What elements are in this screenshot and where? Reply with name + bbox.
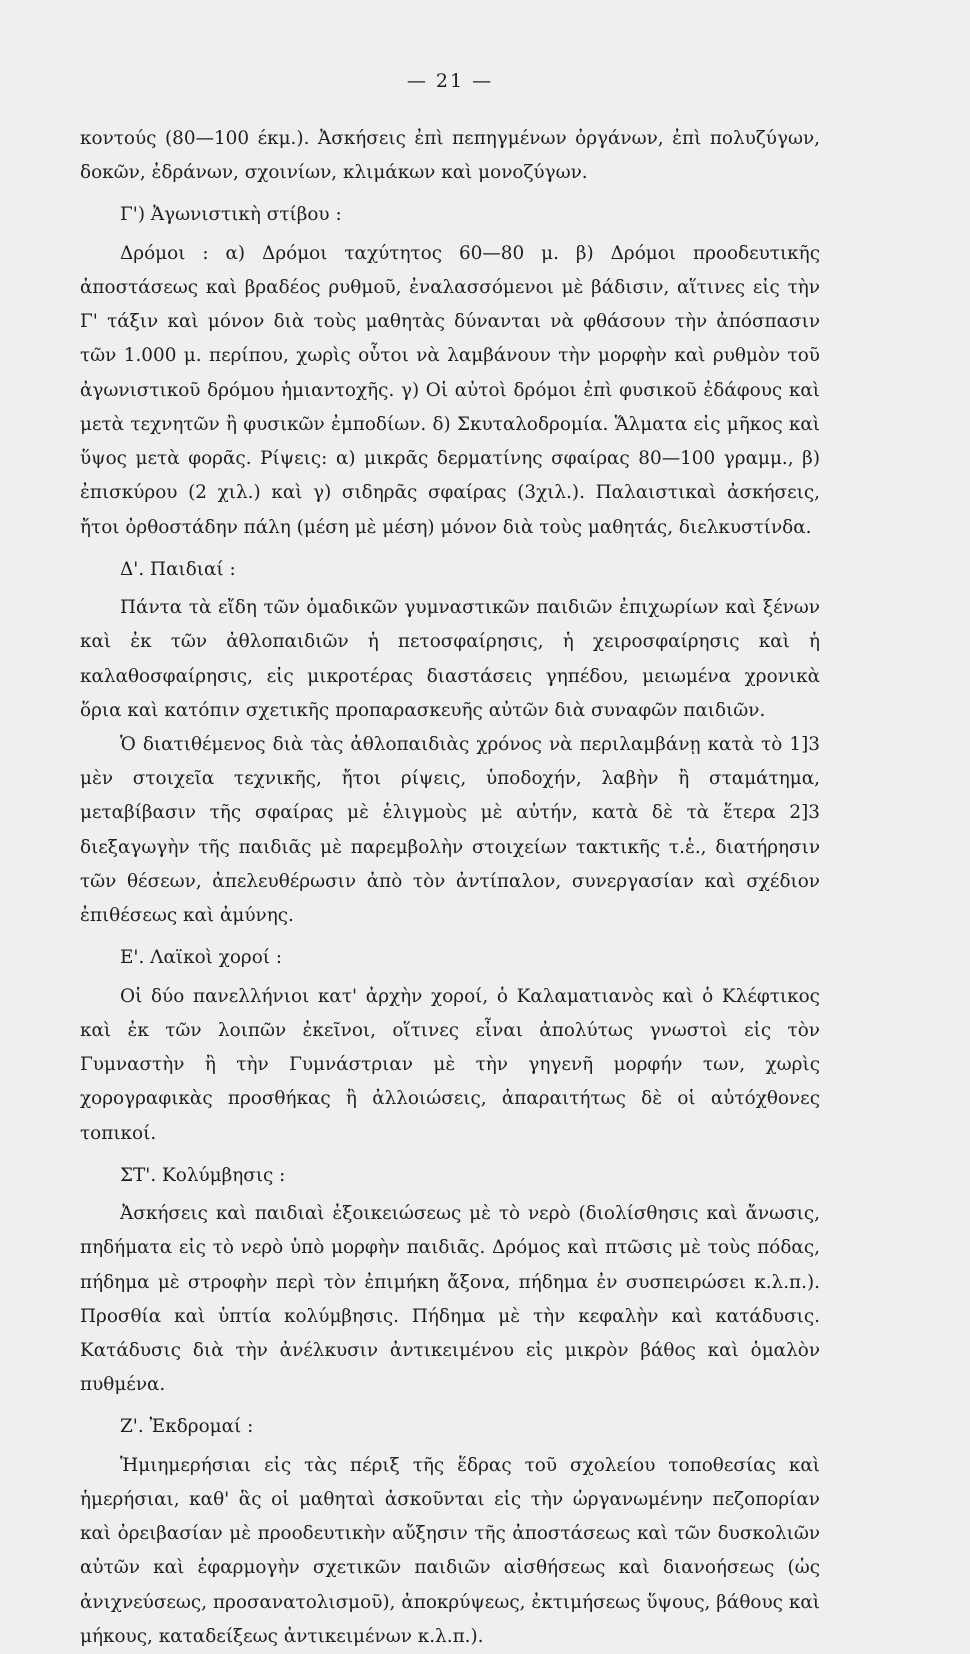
paragraph: Ὁ διατιθέμενος διὰ τὰς ἀθλοπαιδιὰς χρόνος νὰ περιλαμβάνῃ κατὰ τὸ 1]3 μὲν στοιχεῖα τεχνικῆς, ἤτοι ρίψεις, ὑποδοχήν, λαβὴν ἢ σταμάτημα, μεταβίβασιν τῆς σφαίρας μὲ ἑλιγμοὺς μὲ αὐτήν, κατὰ δὲ τὰ ἕτερα 2]3 διεξαγωγὴν τῆς παιδιᾶς μὲ παρεμβολὴν στοιχείων τακτικῆς τ.ἑ., διατήρησιν τῶν θέσεων, ἀπελευθέρωσιν ἀπὸ τὸν ἀντίπαλον, συνεργασίαν καὶ σχέδιον ἐπιθέσεως καὶ ἀμύνης. [80, 733, 820, 927]
paragraph: Ἡμιημερήσιαι εἰς τὰς πέριξ τῆς ἕδρας τοῦ σχολείου τοποθεσίας καὶ ἡμερήσιαι, καθ' ἃς οἱ μαθηταὶ ἀσκοῦνται εἰς τὴν ὠργανωμένην πεζοπορίαν καὶ ὀρειβασίαν μὲ προοδευτικὴν αὔξησιν τῆς ἀποστάσεως καὶ τῶν δυσκολιῶν αὐτῶν καὶ ἐφαρμογὴν σχετικῶν παιδιῶν αἰσθήσεως καὶ διανοήσεως (ὡς ἀνιχνεύσεως, προσανατολισμοῦ), ἀποκρύψεως, ἐκτιμήσεως ὕψους, βάθους καὶ μήκους, καταδείξεως ἀντικειμένων κ.λ.π.). [80, 1454, 820, 1647]
paragraph: Οἱ δύο πανελλήνιοι κατ' ἀρχὴν χοροί, ὁ Καλαματιανὸς καὶ ὁ Κλέφτικος καὶ ἐκ τῶν λοιπῶν ἐκεῖνοι, οἵτινες εἶναι ἀπολύτως γνωστοὶ εἰς τὸν Γυμναστὴν ἢ τὴν Γυμνάστριαν μὲ τὴν γηγενῆ μορφήν των, χωρὶς χορογραφικὰς προσθήκας ἢ ἀλλοιώσεις, ἀπαραιτήτως δὲ οἱ αὐτόχθονες τοπικοί. [80, 985, 820, 1144]
section-heading: ΣΤ'. Κολύμβησις : [120, 1164, 286, 1186]
page-body [80, 122, 820, 1654]
paragraph: Ἀσκήσεις καὶ παιδιαὶ ἐξοικειώσεως μὲ τὸ νερὸ (διολίσθησις καὶ ἄνωσις, πηδήματα εἰς τὸ νερὸ ὑπὸ μορφὴν παιδιᾶς. Δρόμος καὶ πτῶσις μὲ τοὺς πόδας, πήδημα μὲ στροφὴν περὶ τὸν ἐπιμήκη ἄξονα, πήδημα ἐν συσπειρώσει κ.λ.π.). Προσθία καὶ ὑπτία κολύμβησις. Πήδημα μὲ τὴν κεφαλὴν καὶ κατάδυσις. Κατάδυσις διὰ τὴν ἀνέλκυσιν ἀντικειμένου εἰς μικρὸν βάθος καὶ ὁμαλὸν πυθμένα. [80, 1203, 820, 1396]
paragraph: Πάντα τὰ εἴδη τῶν ὁμαδικῶν γυμναστικῶν παιδιῶν ἐπιχωρίων καὶ ξένων καὶ ἐκ τῶν ἀθλοπαιδιῶν ἡ πετοσφαίρησις, ἡ χειροσφαίρησις καὶ ἡ καλαθοσφαίρησις, εἰς μικροτέρας διαστάσεις γηπέδου, μειωμένα χρονικὰ ὅρια καὶ κατόπιν σχετικῆς προπαρασκευῆς αὐτῶν διὰ συναφῶν παιδιῶν. [80, 597, 820, 721]
section-heading: Ζ'. Ἐκδρομαί : [120, 1416, 254, 1438]
document-page [80, 70, 820, 1647]
section-heading: Γ') Ἀγωνιστικὴ στίβου : [120, 204, 342, 226]
section-heading: Ε'. Λαϊκοὶ χοροί : [120, 947, 283, 969]
paragraph: Δρόμοι : α) Δρόμοι ταχύτητος 60—80 μ. β) Δρόμοι προοδευτικῆς ἀποστάσεως καὶ βραδέος ρυθμοῦ, ἐναλασσόμενοι μὲ βάδισιν, αἵτινες εἰς τὴν Γ' τάξιν καὶ μόνον διὰ τοὺς μαθητὰς δύνανται νὰ φθάσουν τὴν ἀπόσπασιν τῶν 1.000 μ. περίπου, χωρὶς οὗτοι νὰ λαμβάνουν τὴν μορφὴν καὶ ρυθμὸν τοῦ ἀγωνιστικοῦ δρόμου ἡμιαντοχῆς. γ) Οἱ αὐτοὶ δρόμοι ἐπὶ φυσικοῦ ἐδάφους καὶ μετὰ τεχνητῶν ἢ φυσικῶν ἐμποδίων. δ) Σκυταλοδρομία. Ἅλματα εἰς μῆκος καὶ ὕψος μετὰ φορᾶς. Ρίψεις: α) μικρᾶς δερματίνης σφαίρας 80—100 γραμμ., β) ἐπισκύρου (2 χιλ.) καὶ γ) σιδηρᾶς σφαίρας (3χιλ.). Παλαιστικαὶ ἀσκήσεις, ἤτοι ὀρθοστάδην πάλη (μέση μὲ μέση) μόνον διὰ τοὺς μαθητάς, διελκυστίνδα. [80, 242, 820, 538]
paragraph: κοντούς (80—100 έκμ.). Ἀσκήσεις ἐπὶ πεπηγμένων ὀργάνων, ἐπὶ πολυζύγων, δοκῶν, ἐδράνων, σχοινίων, κλιμάκων καὶ μονοζύγων. [80, 128, 820, 184]
page-number: — 21 — [406, 70, 494, 92]
section-heading: Δ'. Παιδιαί : [120, 558, 236, 580]
